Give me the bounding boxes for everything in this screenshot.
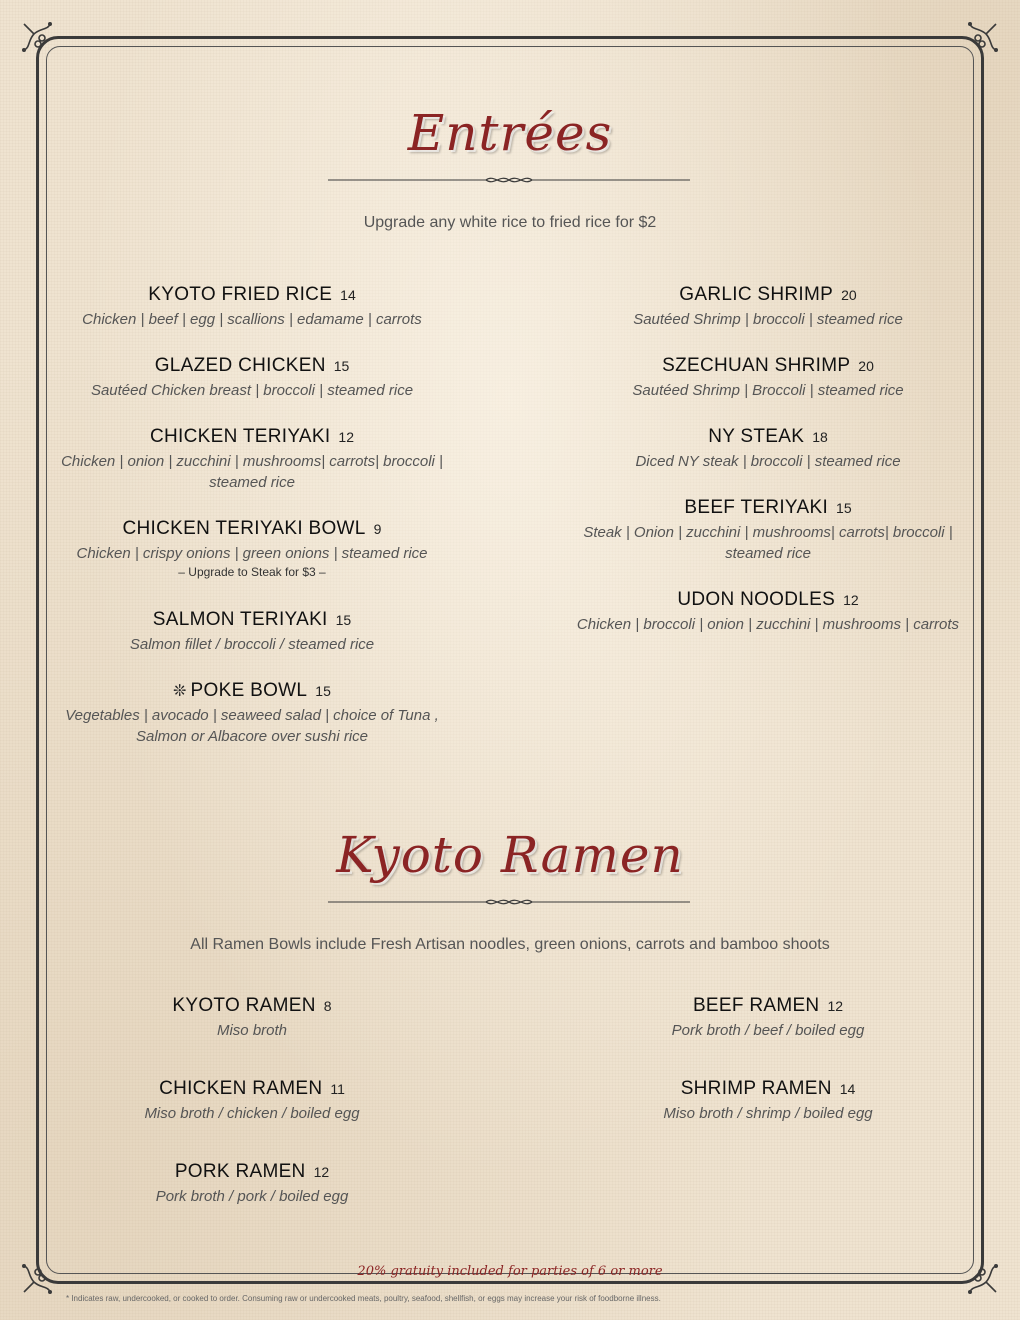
gratuity-note: 20% gratuity included for parties of 6 or more — [357, 1264, 663, 1279]
item-price: 15 — [315, 683, 331, 699]
menu-item — [556, 497, 980, 564]
menu-item — [556, 1078, 980, 1124]
item-price: 12 — [338, 429, 354, 445]
item-name: SALMON TERIYAKI — [152, 609, 328, 630]
item-name: PORK RAMEN — [174, 1161, 306, 1182]
item-price: 15 — [333, 358, 350, 374]
item-description: Pork broth / pork / boiled egg — [155, 1188, 349, 1205]
item-name: CHICKEN TERIYAKI — [150, 426, 331, 447]
item-price: 12 — [313, 1164, 330, 1180]
item-name: CHICKEN TERIYAKI BOWL — [122, 518, 366, 539]
item-description: Miso broth / shrimp / boiled egg — [663, 1105, 873, 1122]
raw-asterisk-icon: ❊ — [173, 681, 187, 700]
item-description: Steak | Onion | zucchini | mushrooms| carrots| broccoli | steamed rice — [583, 524, 953, 562]
corner-flourish-icon — [964, 20, 1000, 56]
item-description: Sautéed Chicken breast | broccoli | steamed rice — [90, 382, 414, 399]
menu-item — [44, 680, 460, 747]
menu-item — [44, 1161, 460, 1207]
item-name: KYOTO RAMEN — [172, 995, 316, 1016]
corner-flourish-icon — [20, 20, 56, 56]
item-price: 8 — [323, 998, 332, 1014]
menu-item — [44, 426, 460, 493]
item-name: GARLIC SHRIMP — [679, 284, 834, 305]
menu-item — [44, 995, 460, 1041]
menu-item — [44, 284, 460, 330]
item-name: NY STEAK — [708, 426, 805, 447]
item-price: 20 — [841, 287, 857, 303]
item-price: 14 — [340, 287, 356, 303]
item-name: SZECHUAN SHRIMP — [662, 355, 851, 376]
item-description: Miso broth — [216, 1022, 288, 1039]
item-description: Pork broth / beef / boiled egg — [671, 1022, 865, 1039]
item-name: POKE BOWL — [190, 680, 308, 701]
item-description: Sautéed Shrimp | Broccoli | steamed rice — [632, 382, 904, 399]
item-description: Chicken | onion | zucchini | mushrooms| carrots| broccoli | steamed rice — [61, 453, 443, 491]
menu-item — [44, 1078, 460, 1124]
item-description: Sautéed Shrimp | broccoli | steamed rice — [633, 311, 903, 328]
menu-item — [556, 355, 980, 401]
item-name: BEEF RAMEN — [692, 995, 820, 1016]
item-price: 12 — [827, 998, 844, 1014]
item-description: Chicken | broccoli | onion | zucchini | mushrooms | carrots — [576, 616, 960, 633]
item-price: 12 — [843, 592, 859, 608]
item-description: Chicken | beef | egg | scallions | edamame | carrots — [82, 311, 422, 328]
item-description: Diced NY steak | broccoli | steamed rice — [635, 453, 901, 470]
menu-item — [556, 995, 980, 1041]
item-price: 15 — [836, 500, 852, 516]
item-price: 15 — [335, 612, 352, 628]
item-description: Chicken | crispy onions | green onions | steamed rice — [76, 545, 428, 562]
ramen-subtitle: All Ramen Bowls include Fresh Artisan noodles, green onions, carrots and bamboo shoots — [190, 936, 830, 953]
menu-item — [44, 518, 460, 579]
item-name: BEEF TERIYAKI — [684, 497, 829, 518]
raw-food-disclaimer: * Indicates raw, undercooked, or cooked to order. Consuming raw or undercooked meats, poultry, seafood, shellfish, or eggs may increase your risk of foodborne illness. — [66, 1294, 661, 1303]
item-name: UDON NOODLES — [677, 589, 836, 610]
menu-item — [44, 609, 460, 655]
item-price: 20 — [858, 358, 874, 374]
divider-flourish-icon — [328, 174, 690, 186]
item-name: KYOTO FRIED RICE — [148, 284, 333, 305]
item-price: 18 — [812, 429, 828, 445]
menu-item — [556, 426, 980, 472]
menu-item — [556, 589, 980, 635]
item-description: Salmon fillet / broccoli / steamed rice — [129, 636, 375, 653]
item-description: Vegetables | avocado | seaweed salad | choice of Tuna , Salmon or Albacore over sushi rice — [65, 707, 439, 745]
ramen-title: Kyoto Ramen — [336, 826, 684, 884]
item-price: 11 — [330, 1081, 345, 1097]
item-note: – Upgrade to Steak for $3 – — [178, 565, 326, 579]
item-name: SHRIMP RAMEN — [680, 1078, 832, 1099]
entrees-title: Entrées — [407, 104, 613, 162]
entrees-subtitle: Upgrade any white rice to fried rice for $2 — [363, 214, 657, 231]
item-name: GLAZED CHICKEN — [154, 355, 326, 376]
item-price: 9 — [373, 521, 382, 537]
item-name: CHICKEN RAMEN — [159, 1078, 323, 1099]
menu-item — [44, 355, 460, 401]
item-price: 14 — [839, 1081, 856, 1097]
item-description: Miso broth / chicken / boiled egg — [144, 1105, 360, 1122]
divider-flourish-icon — [328, 896, 690, 908]
menu-item — [556, 284, 980, 330]
